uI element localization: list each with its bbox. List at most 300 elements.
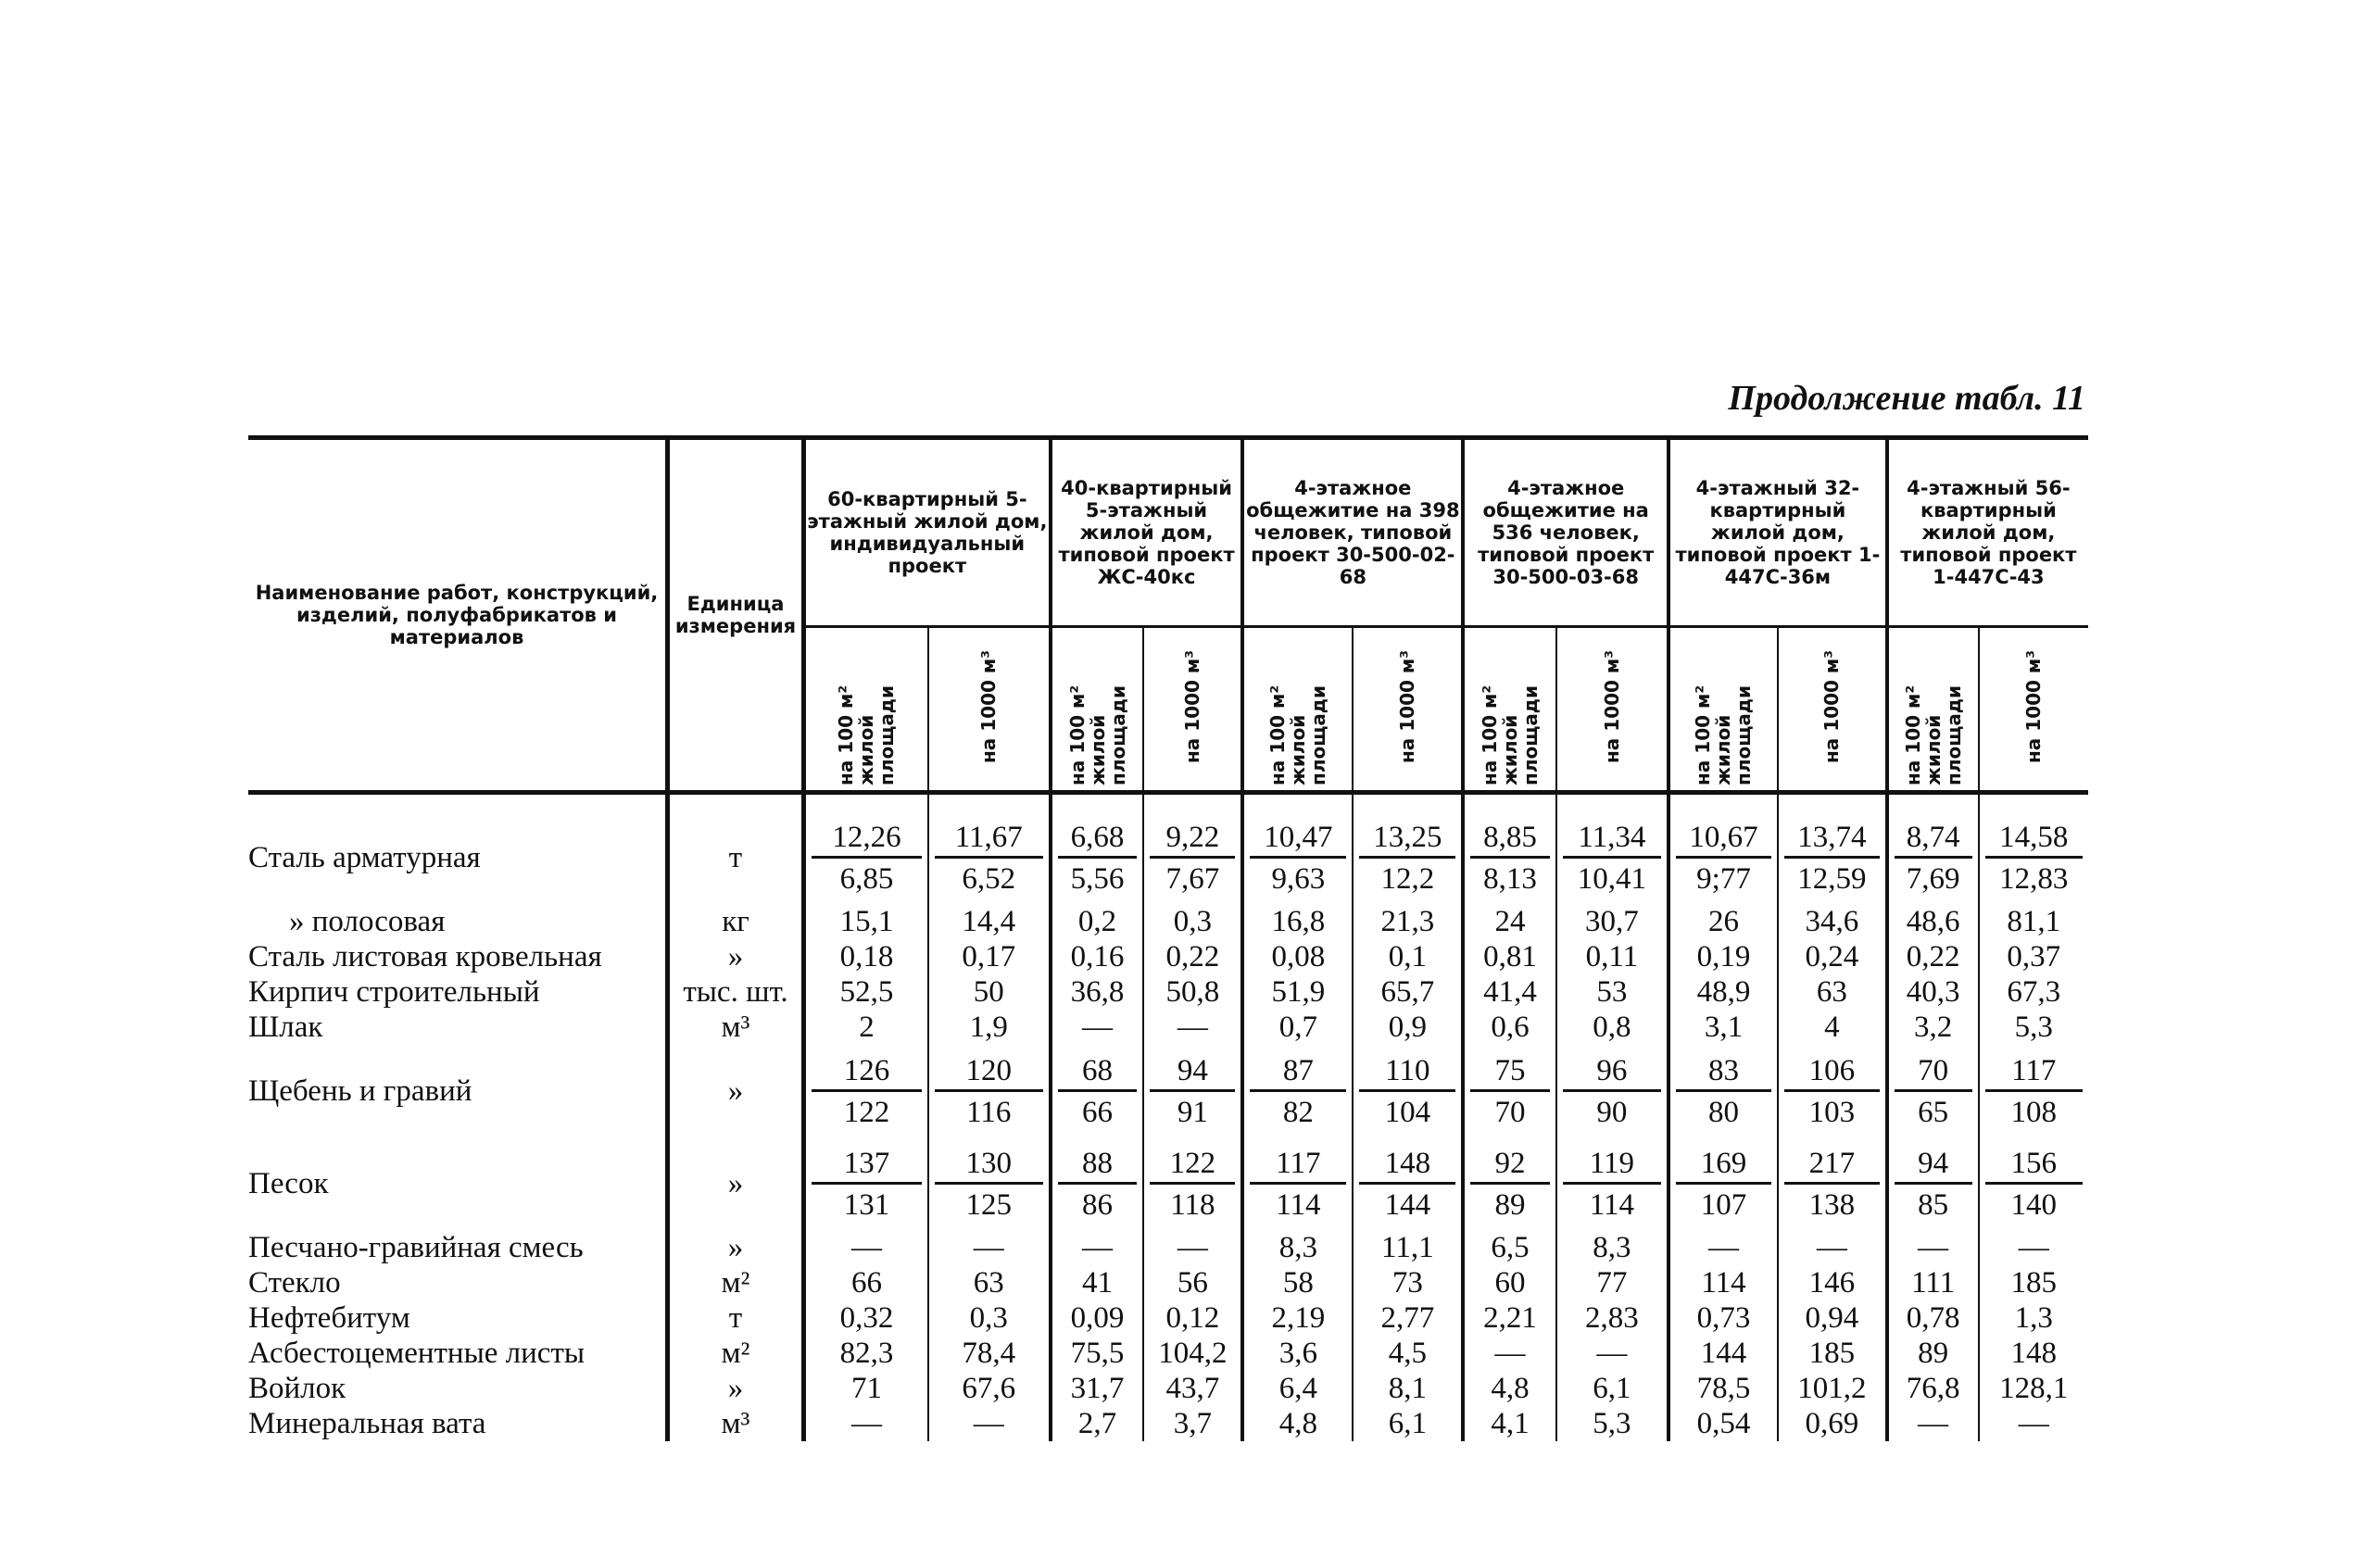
value-cell: 0,81 [1463, 939, 1555, 974]
subheader-per-1000m3 [1556, 627, 1669, 793]
row-unit: » [668, 1137, 804, 1230]
value-cell: 76,8 [1887, 1371, 1979, 1406]
value-cell [1778, 1045, 1887, 1137]
denominator: 82 [1282, 1095, 1314, 1129]
value-cell: 66 [804, 1265, 928, 1300]
value-cell: 75,5 [1051, 1336, 1144, 1371]
value-cell [1463, 1137, 1555, 1230]
value-cell: 26 [1669, 904, 1778, 939]
fraction-value [1244, 1054, 1352, 1129]
subheader-per-100m2 [804, 627, 928, 793]
denominator: 6,52 [962, 861, 1016, 896]
denominator: 91 [1177, 1095, 1208, 1129]
numerator: 83 [1676, 1054, 1771, 1092]
value-cell: 0,8 [1556, 1010, 1669, 1045]
denominator: 9,63 [1271, 861, 1326, 896]
value-cell: 56 [1143, 1265, 1242, 1300]
value-cell: 8,3 [1242, 1230, 1353, 1265]
value-cell: 50 [928, 974, 1051, 1010]
header-group: 60-квартирный 5-этажный жилой дом, индивидуальный проект [804, 438, 1051, 627]
fraction-value [1465, 821, 1555, 896]
value-cell [1242, 1137, 1353, 1230]
materials-table [248, 435, 2088, 1441]
value-cell: — [804, 1230, 928, 1265]
numerator: 94 [1895, 1147, 1972, 1185]
fraction-value [1052, 1147, 1143, 1222]
value-cell: 65,7 [1353, 974, 1463, 1010]
numerator: 122 [1150, 1147, 1235, 1185]
table-row [248, 939, 2088, 974]
value-cell: 0,19 [1669, 939, 1778, 974]
denominator: 10,41 [1577, 861, 1646, 896]
fraction-value [1889, 1054, 1978, 1129]
numerator: 88 [1058, 1147, 1138, 1185]
row-name-text: Стекло [248, 1266, 341, 1300]
row-name-text: Песок [248, 1167, 329, 1200]
value-cell: 2,77 [1353, 1300, 1463, 1336]
fraction-value [1052, 1054, 1143, 1129]
value-cell: 31,7 [1051, 1371, 1144, 1406]
value-cell: 0,69 [1778, 1406, 1887, 1441]
value-cell [1143, 1045, 1242, 1137]
value-cell: 0,9 [1353, 1010, 1463, 1045]
value-cell: 34,6 [1778, 904, 1887, 939]
fraction-value [1354, 821, 1461, 896]
value-cell: — [1143, 1010, 1242, 1045]
subheader-label: на 1000 м³ [1181, 649, 1204, 763]
value-cell: 73 [1353, 1265, 1463, 1300]
numerator: 96 [1563, 1054, 1661, 1092]
value-cell [1143, 1137, 1242, 1230]
value-cell: 2 [804, 1010, 928, 1045]
denominator: 12,2 [1380, 861, 1435, 896]
value-cell: 63 [1778, 974, 1887, 1010]
fraction-value [1670, 1054, 1777, 1129]
numerator: 68 [1058, 1054, 1138, 1092]
row-name [248, 1230, 668, 1265]
header-group: 40-квартирный 5-этажный жилой дом, типовой проект ЖС-40кс [1051, 438, 1243, 627]
value-cell: — [1051, 1010, 1144, 1045]
value-cell: 51,9 [1242, 974, 1353, 1010]
value-cell [1887, 1045, 1979, 1137]
value-cell: 71 [804, 1371, 928, 1406]
value-cell: 3,1 [1669, 1010, 1778, 1045]
subheader-per-1000m3 [1979, 627, 2088, 793]
row-unit: м³ [668, 1406, 804, 1441]
table-row [248, 904, 2088, 939]
fraction-value [1889, 1147, 1978, 1222]
value-cell [1979, 793, 2088, 905]
value-cell [1143, 793, 1242, 905]
value-cell: 5,3 [1556, 1406, 1669, 1441]
subheader-label: на 100 м² жилой площади [1478, 684, 1542, 785]
value-cell: 36,8 [1051, 974, 1144, 1010]
fraction-value [806, 1147, 927, 1222]
value-cell: 0,17 [928, 939, 1051, 974]
value-cell [804, 1137, 928, 1230]
numerator: 117 [1985, 1054, 2083, 1092]
row-name [248, 1010, 668, 1045]
value-cell: 0,09 [1051, 1300, 1144, 1336]
denominator: 5,56 [1070, 861, 1125, 896]
numerator: 14,58 [1985, 821, 2083, 859]
value-cell: 3,2 [1887, 1010, 1979, 1045]
row-name-text: » полосовая [289, 905, 446, 938]
row-name-text: Сталь листовая кровельная [248, 940, 602, 973]
denominator: 108 [2010, 1095, 2057, 1129]
subheader-label: на 1000 м³ [1600, 649, 1623, 763]
value-cell [1979, 1045, 2088, 1137]
row-name [248, 1137, 668, 1230]
value-cell: 2,7 [1051, 1406, 1144, 1441]
fraction-value [1244, 821, 1352, 896]
value-cell: — [1669, 1230, 1778, 1265]
value-cell [1887, 1137, 1979, 1230]
value-cell [1242, 793, 1353, 905]
row-name [248, 974, 668, 1010]
value-cell [1778, 793, 1887, 905]
table-header [248, 438, 2088, 793]
fraction-value [1354, 1147, 1461, 1222]
numerator: 137 [812, 1147, 922, 1185]
fraction-value [1557, 1054, 1667, 1129]
value-cell: — [1887, 1230, 1979, 1265]
value-cell [1556, 1137, 1669, 1230]
value-cell: 6,5 [1463, 1230, 1555, 1265]
subheader-label: на 100 м² жилой площади [1266, 684, 1330, 785]
value-cell [804, 1045, 928, 1137]
value-cell: 2,21 [1463, 1300, 1555, 1336]
table-row [248, 1010, 2088, 1045]
denominator: 8,13 [1483, 861, 1537, 896]
value-cell: 52,5 [804, 974, 928, 1010]
row-name-text: Нефтебитум [248, 1301, 410, 1335]
value-cell: 3,7 [1143, 1406, 1242, 1441]
numerator: 217 [1784, 1147, 1880, 1185]
value-cell: 0,73 [1669, 1300, 1778, 1336]
fraction-value [1779, 1054, 1885, 1129]
value-cell: — [928, 1230, 1051, 1265]
value-cell: 0,2 [1051, 904, 1144, 939]
fraction-value [1465, 1054, 1555, 1129]
row-name-text: Сталь арматурная [248, 841, 481, 874]
fraction-value [1557, 1147, 1667, 1222]
denominator: 66 [1082, 1095, 1114, 1129]
table-row [248, 793, 2088, 905]
table-row [248, 1045, 2088, 1137]
value-cell: 58 [1242, 1265, 1353, 1300]
value-cell [1051, 1137, 1144, 1230]
value-cell: 0,24 [1778, 939, 1887, 974]
row-name-text: Шлак [248, 1011, 323, 1044]
value-cell: 77 [1556, 1265, 1669, 1300]
value-cell: 48,6 [1887, 904, 1979, 939]
value-cell: 4 [1778, 1010, 1887, 1045]
subheader-per-100m2 [1669, 627, 1778, 793]
row-unit: м³ [668, 1010, 804, 1045]
subheader-label: на 1000 м³ [1820, 649, 1844, 763]
value-cell: — [1051, 1230, 1144, 1265]
subheader-per-1000m3 [1353, 627, 1463, 793]
subheader-label: на 1000 м³ [1396, 649, 1419, 763]
table-caption: Продолжение табл. 11 [1728, 379, 2085, 418]
fraction-value [806, 821, 927, 896]
value-cell [1979, 1137, 2088, 1230]
numerator: 148 [1359, 1147, 1455, 1185]
value-cell: 30,7 [1556, 904, 1669, 939]
value-cell [1556, 1045, 1669, 1137]
numerator: 70 [1895, 1054, 1972, 1092]
value-cell: 6,1 [1353, 1406, 1463, 1441]
value-cell: 111 [1887, 1265, 1979, 1300]
value-cell: 40,3 [1887, 974, 1979, 1010]
value-cell: 128,1 [1999, 1372, 2069, 1405]
value-cell [1887, 793, 1979, 905]
subheader-label: на 100 м² жилой площади [1065, 684, 1129, 785]
numerator: 8,85 [1470, 821, 1549, 859]
denominator: 138 [1808, 1187, 1856, 1222]
table-row [248, 1137, 2088, 1230]
value-cell: 0,54 [1669, 1406, 1778, 1441]
row-unit: кг [668, 904, 804, 939]
value-cell: 4,8 [1463, 1371, 1555, 1406]
value-cell: 0,37 [2007, 940, 2061, 973]
table-row [248, 1406, 2088, 1441]
value-cell: 0,32 [804, 1300, 928, 1336]
denominator: 131 [843, 1187, 890, 1222]
subheader-per-100m2 [1887, 627, 1979, 793]
value-cell: 48,9 [1669, 974, 1778, 1010]
row-unit: м² [668, 1336, 804, 1371]
value-cell [1353, 793, 1463, 905]
numerator: 13,74 [1784, 821, 1880, 859]
fraction-value [929, 1147, 1049, 1222]
row-name [248, 939, 668, 974]
value-cell: 2,83 [1556, 1300, 1669, 1336]
denominator: 12,83 [1999, 861, 2069, 896]
numerator: 92 [1470, 1147, 1549, 1185]
value-cell: — [928, 1406, 1051, 1441]
row-name-text: Войлок [248, 1372, 346, 1405]
denominator: 90 [1596, 1095, 1628, 1129]
value-cell [1051, 1045, 1144, 1137]
numerator: 11,34 [1563, 821, 1661, 859]
subheader-label: на 100 м² жилой площади [1692, 684, 1756, 785]
value-cell: 78,5 [1669, 1371, 1778, 1406]
value-cell: 0,11 [1556, 939, 1669, 974]
denominator: 85 [1918, 1187, 1949, 1222]
value-cell: 0,22 [1143, 939, 1242, 974]
value-cell: 41,4 [1463, 974, 1555, 1010]
value-cell: 114 [1669, 1265, 1778, 1300]
value-cell [1778, 1137, 1887, 1230]
header-group: 4-этажное общежитие на 536 человек, типовой проект 30-500-03-68 [1463, 438, 1669, 627]
value-cell: 60 [1463, 1265, 1555, 1300]
numerator: 9,22 [1150, 821, 1235, 859]
value-cell: 0,12 [1143, 1300, 1242, 1336]
fraction-value [1670, 821, 1777, 896]
row-unit: » [668, 939, 804, 974]
denominator: 118 [1170, 1187, 1215, 1222]
row-name [248, 1336, 668, 1371]
row-name [248, 1406, 668, 1441]
table-row [248, 1230, 2088, 1265]
value-cell: 41 [1051, 1265, 1144, 1300]
fraction-value [1144, 1054, 1240, 1129]
table-row [248, 1371, 2088, 1406]
value-cell: 144 [1669, 1336, 1778, 1371]
value-cell [928, 1137, 1051, 1230]
row-unit: » [668, 1230, 804, 1265]
subheader-per-1000m3 [1778, 627, 1887, 793]
denominator: 114 [1589, 1187, 1634, 1222]
value-cell: — [1463, 1336, 1555, 1371]
value-cell: — [1143, 1230, 1242, 1265]
value-cell: 0,16 [1051, 939, 1144, 974]
value-cell: 0,08 [1242, 939, 1353, 974]
numerator: 11,67 [935, 821, 1043, 859]
value-cell: — [804, 1406, 928, 1441]
subheader-label: на 100 м² жилой площади [835, 684, 899, 785]
denominator: 114 [1276, 1187, 1321, 1222]
value-cell: 104,2 [1143, 1336, 1242, 1371]
value-cell: 5,3 [2014, 1011, 2053, 1044]
value-cell: — [1887, 1406, 1979, 1441]
header-name-column: Наименование работ, конструкций, изделий, полуфабрикатов и материалов [248, 438, 668, 793]
value-cell: 4,5 [1353, 1336, 1463, 1371]
value-cell: 0,78 [1887, 1300, 1979, 1336]
table-row [248, 1300, 2088, 1336]
row-name [248, 793, 668, 905]
table-row [248, 1265, 2088, 1300]
numerator: 117 [1250, 1147, 1346, 1185]
fraction-value [929, 1054, 1049, 1129]
value-cell: 2,19 [1242, 1300, 1353, 1336]
value-cell: 8,1 [1353, 1371, 1463, 1406]
subheader-per-100m2 [1242, 627, 1353, 793]
value-cell: 0,3 [928, 1300, 1051, 1336]
row-name [248, 1371, 668, 1406]
value-cell: 6,4 [1242, 1371, 1353, 1406]
fraction-value [806, 1054, 927, 1129]
denominator: 12,59 [1797, 861, 1867, 896]
numerator: 6,68 [1058, 821, 1138, 859]
fraction-value [1144, 821, 1240, 896]
value-cell: 0,94 [1778, 1300, 1887, 1336]
numerator: 130 [935, 1147, 1043, 1185]
value-cell: — [1556, 1336, 1669, 1371]
value-cell: 14,4 [928, 904, 1051, 939]
value-cell: 0,22 [1887, 939, 1979, 974]
header-group: 4-этажное общежитие на 398 человек, типовой проект 30-500-02-68 [1242, 438, 1463, 627]
row-name-text: Асбестоцементные листы [248, 1337, 586, 1370]
numerator: 119 [1563, 1147, 1661, 1185]
fraction-value [1980, 821, 2088, 896]
value-cell: 146 [1778, 1265, 1887, 1300]
denominator: 7,69 [1906, 861, 1960, 896]
value-cell: 78,4 [928, 1336, 1051, 1371]
subheader-per-1000m3 [928, 627, 1051, 793]
row-unit: » [668, 1045, 804, 1137]
denominator: 9;77 [1696, 861, 1751, 896]
row-unit: т [668, 1300, 804, 1336]
value-cell: — [2018, 1407, 2049, 1440]
row-name-text: Песчано-гравийная смесь [248, 1231, 584, 1264]
value-cell: 1,3 [2014, 1301, 2053, 1335]
numerator: 10,47 [1250, 821, 1346, 859]
value-cell: 43,7 [1143, 1371, 1242, 1406]
header-unit-column: Единица измерения [668, 438, 804, 793]
subheader-per-100m2 [1463, 627, 1555, 793]
fraction-value [1354, 1054, 1461, 1129]
row-unit: тыс. шт. [668, 974, 804, 1010]
value-cell: 0,18 [804, 939, 928, 974]
fraction-value [1980, 1054, 2088, 1129]
row-unit: » [668, 1371, 804, 1406]
value-cell: 4,8 [1242, 1406, 1353, 1441]
numerator: 8,74 [1895, 821, 1972, 859]
value-cell: 0,1 [1353, 939, 1463, 974]
row-name [248, 904, 668, 939]
value-cell: — [1778, 1230, 1887, 1265]
fraction-value [1980, 1147, 2088, 1222]
value-cell: 16,8 [1242, 904, 1353, 939]
denominator: 89 [1494, 1187, 1526, 1222]
value-cell: 185 [2010, 1266, 2057, 1300]
value-cell [1051, 793, 1144, 905]
value-cell: 11,1 [1353, 1230, 1463, 1265]
table-body [248, 793, 2088, 1442]
row-unit: т [668, 793, 804, 905]
header-group: 4-этажный 56-квартирный жилой дом, типовой проект 1-447С-43 [1887, 438, 2088, 627]
denominator: 107 [1700, 1187, 1747, 1222]
fraction-value [1557, 821, 1667, 896]
denominator: 144 [1384, 1187, 1431, 1222]
table-row [248, 974, 2088, 1010]
value-cell: 67,3 [2007, 975, 2061, 1009]
numerator: 12,26 [812, 821, 922, 859]
value-cell: 15,1 [804, 904, 928, 939]
fraction-value [1779, 1147, 1885, 1222]
value-cell [1669, 793, 1778, 905]
value-cell: 21,3 [1353, 904, 1463, 939]
value-cell [1242, 1045, 1353, 1137]
value-cell: 24 [1463, 904, 1555, 939]
fraction-value [1244, 1147, 1352, 1222]
denominator: 70 [1494, 1095, 1526, 1129]
numerator: 126 [812, 1054, 922, 1092]
fraction-value [1779, 821, 1885, 896]
denominator: 122 [843, 1095, 890, 1129]
denominator: 116 [966, 1095, 1012, 1129]
value-cell [1669, 1045, 1778, 1137]
value-cell: 185 [1778, 1336, 1887, 1371]
value-cell: 3,6 [1242, 1336, 1353, 1371]
value-cell: 0,3 [1143, 904, 1242, 939]
value-cell: 50,8 [1143, 974, 1242, 1010]
value-cell: 53 [1556, 974, 1669, 1010]
denominator: 140 [2010, 1187, 2057, 1222]
subheader-per-1000m3 [1143, 627, 1242, 793]
value-cell: 1,9 [928, 1010, 1051, 1045]
subheader-label: на 100 м² жилой площади [1901, 684, 1965, 785]
value-cell: 63 [928, 1265, 1051, 1300]
row-name [248, 1300, 668, 1336]
row-name-text: Кирпич строительный [248, 975, 540, 1009]
value-cell: 82,3 [804, 1336, 928, 1371]
row-name [248, 1045, 668, 1137]
denominator: 86 [1082, 1187, 1114, 1222]
